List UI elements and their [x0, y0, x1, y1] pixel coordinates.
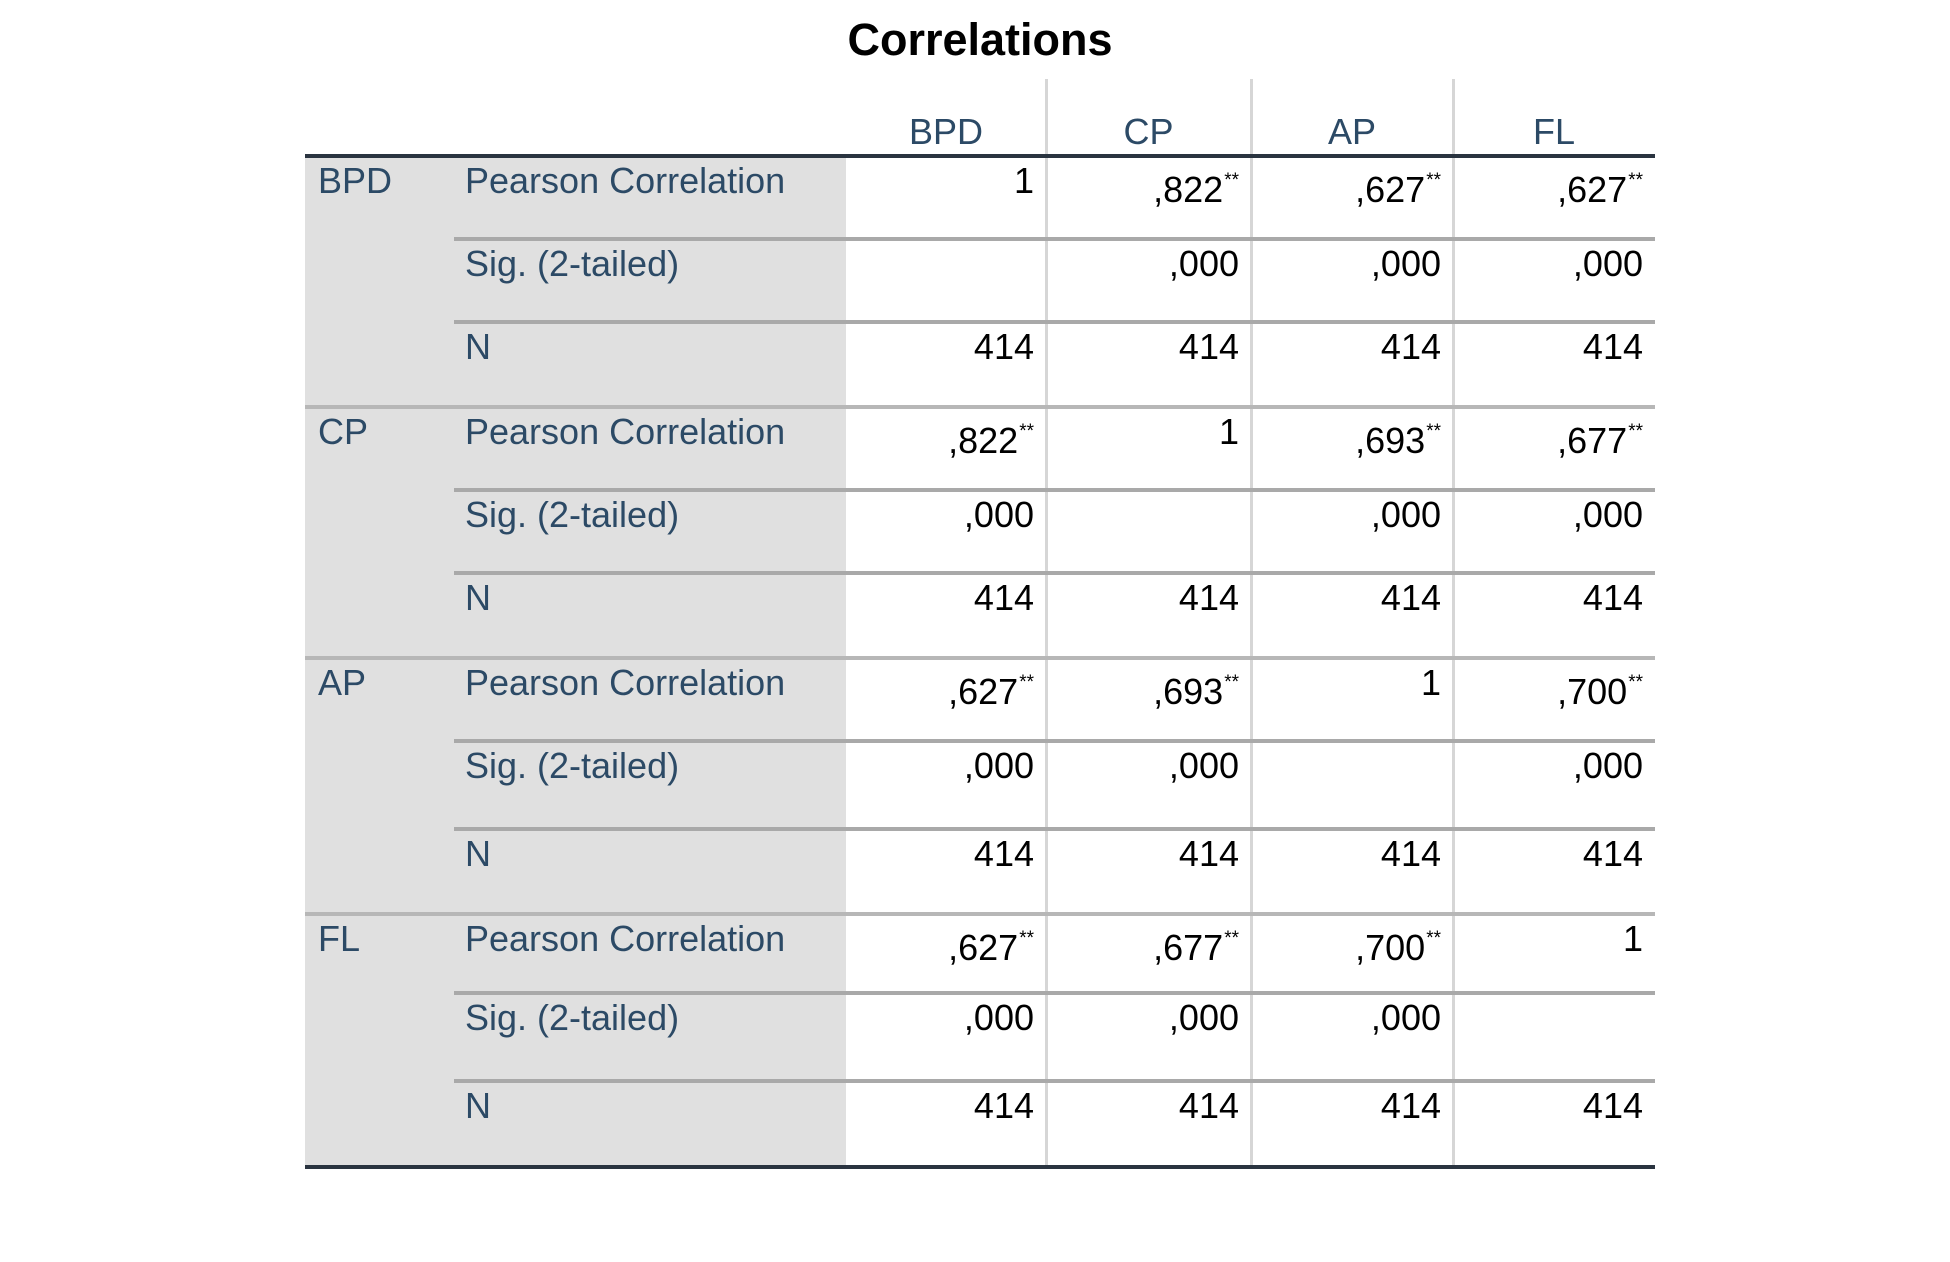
cell-value: ,627 [948, 927, 1019, 968]
column-divider [1045, 79, 1048, 1169]
table-cell [1421, 660, 1441, 705]
table-cell [1355, 916, 1441, 970]
table-cell [1014, 158, 1034, 203]
table-cell: 414 [1582, 833, 1643, 874]
cell-value: ,700 [1355, 927, 1426, 968]
column-header-fl: FL [1532, 111, 1575, 152]
table-cell: ,000 [1572, 243, 1643, 284]
significance-marker: ** [1426, 421, 1441, 442]
significance-marker: ** [1224, 928, 1239, 949]
row-variable-bpd: BPD [318, 160, 393, 201]
stat-label: N [465, 577, 491, 618]
bottom-rule [305, 1165, 1655, 1169]
table-cell [1153, 916, 1239, 970]
table-cell: ,000 [1370, 243, 1441, 284]
cell-value: 1 [1420, 662, 1441, 703]
cell-value: ,627 [1557, 169, 1628, 210]
table-cell [1557, 409, 1643, 463]
stat-label: Pearson Correlation [465, 411, 786, 452]
stat-label: N [465, 1085, 491, 1126]
table-cell: 414 [973, 577, 1034, 618]
table-cell: 414 [1582, 1085, 1643, 1126]
stat-label: Sig. (2-tailed) [465, 494, 680, 535]
table-cell: ,000 [963, 745, 1034, 786]
significance-marker: ** [1019, 672, 1034, 693]
table-cell: 414 [1380, 326, 1441, 367]
row-separator [454, 320, 1655, 324]
stat-label: Sig. (2-tailed) [465, 243, 680, 284]
cell-value: ,693 [1355, 420, 1426, 461]
table-cell: ,000 [1168, 997, 1239, 1038]
column-header-bpd: BPD [908, 111, 984, 152]
table-cell: 414 [1178, 1085, 1239, 1126]
significance-marker: ** [1224, 170, 1239, 191]
significance-marker: ** [1019, 421, 1034, 442]
table-cell [1355, 409, 1441, 463]
cell-value: ,700 [1557, 671, 1628, 712]
table-cell [948, 409, 1034, 463]
row-separator [454, 827, 1655, 831]
table-title: Correlations [847, 14, 1113, 65]
column-divider [1250, 79, 1253, 1169]
row-separator [454, 1079, 1655, 1083]
table-cell [1355, 158, 1441, 212]
table-cell: ,000 [1370, 997, 1441, 1038]
table-cell: 414 [1380, 1085, 1441, 1126]
significance-marker: ** [1426, 928, 1441, 949]
cell-value: 1 [1218, 411, 1239, 452]
table-cell [1153, 158, 1239, 212]
cell-value: ,677 [1557, 420, 1628, 461]
table-cell [1557, 158, 1643, 212]
table-cell: 414 [1582, 326, 1643, 367]
stat-label: Pearson Correlation [465, 662, 786, 703]
table-cell: 414 [973, 326, 1034, 367]
column-header-cp: CP [1123, 111, 1174, 152]
cell-value: ,627 [948, 671, 1019, 712]
significance-marker: ** [1224, 672, 1239, 693]
stat-label: Sig. (2-tailed) [465, 997, 680, 1038]
column-header-ap: AP [1327, 111, 1377, 152]
table-cell [1557, 660, 1643, 714]
stat-label: Pearson Correlation [465, 160, 786, 201]
table-cell: 414 [973, 833, 1034, 874]
table-cell: 414 [1178, 833, 1239, 874]
table-cell: 414 [1380, 577, 1441, 618]
table-cell [1623, 916, 1643, 961]
stat-label: Pearson Correlation [465, 918, 786, 959]
row-variable-fl: FL [318, 918, 361, 959]
table-cell: ,000 [1168, 243, 1239, 284]
table-cell: 414 [1178, 577, 1239, 618]
table-cell: 414 [973, 1085, 1034, 1126]
table-cell: 414 [1582, 577, 1643, 618]
significance-marker: ** [1628, 170, 1643, 191]
significance-marker: ** [1426, 170, 1441, 191]
table-cell: ,000 [1572, 494, 1643, 535]
cell-value: ,693 [1153, 671, 1224, 712]
correlations-table [305, 79, 1655, 1169]
table-cell: ,000 [963, 997, 1034, 1038]
significance-marker: ** [1019, 928, 1034, 949]
table-cell: 414 [1178, 326, 1239, 367]
row-separator [454, 571, 1655, 575]
stat-label: Sig. (2-tailed) [465, 745, 680, 786]
table-cell: ,000 [963, 494, 1034, 535]
table-cell [948, 660, 1034, 714]
column-divider [1452, 79, 1455, 1169]
table-cell: ,000 [1572, 745, 1643, 786]
table-cell [1219, 409, 1239, 454]
table-cell [948, 916, 1034, 970]
cell-value: ,627 [1355, 169, 1426, 210]
table-cell: ,000 [1370, 494, 1441, 535]
stat-label: N [465, 326, 491, 367]
cell-value: 1 [1013, 160, 1034, 201]
table-cell: ,000 [1168, 745, 1239, 786]
stat-label: N [465, 833, 491, 874]
cell-value: 1 [1622, 918, 1643, 959]
cell-value: ,677 [1153, 927, 1224, 968]
significance-marker: ** [1628, 672, 1643, 693]
table-cell: 414 [1380, 833, 1441, 874]
cell-value: ,822 [1153, 169, 1224, 210]
significance-marker: ** [1628, 421, 1643, 442]
row-variable-cp: CP [318, 411, 369, 452]
table-cell [1153, 660, 1239, 714]
row-variable-ap: AP [318, 662, 367, 703]
cell-value: ,822 [948, 420, 1019, 461]
